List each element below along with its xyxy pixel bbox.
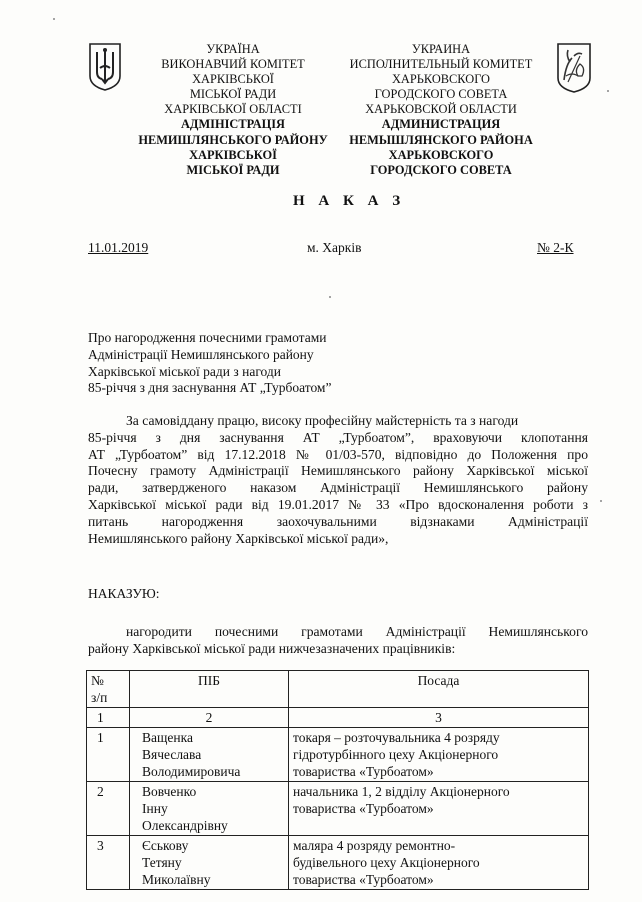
header-ua-line: ХАРКІВСЬКОЇ — [192, 72, 274, 87]
header-ru-line: УКРАИНА — [411, 42, 471, 56]
document-title: Н А К А З — [293, 193, 406, 209]
row-position: маляра 4 розряду ремонтно- будівельного цеху Акціонерного товариства «Турбоатом» — [289, 836, 589, 890]
header-ru-line: ХАРЬКОВСКОГО — [391, 72, 491, 87]
document-date: 11.01.2019 — [88, 240, 149, 255]
preamble-line: АТ „Турбоатом” від 17.12.2018 № 01/03-570, відповідно до Положення про — [88, 446, 588, 462]
row-number: 2 — [87, 782, 130, 836]
preamble-line: 85-річчя з дня заснування АТ „Турбоатом”, враховуючи клопотання — [88, 429, 588, 445]
row-position: токаря – розточувальника 4 розряду гідротурбінного цеху Акціонерного товариства «Турбоатом» — [289, 728, 589, 782]
row-name: Єськову Тетяну Миколаївну — [130, 836, 289, 890]
header-cell-position: Посада — [289, 671, 589, 708]
row-number: 3 — [87, 836, 130, 890]
document-city: м. Харків — [307, 240, 362, 255]
table-row — [87, 728, 589, 782]
header-ua-bold-line: МІСЬКОЇ РАДИ — [186, 162, 280, 177]
awardees-table — [86, 670, 589, 890]
document-subject — [88, 330, 331, 397]
scan-speck — [600, 500, 602, 502]
header-ua-bold-line: ХАРКІВСЬКОЇ — [189, 147, 277, 162]
ukraine-trident-emblem-icon — [88, 42, 122, 92]
subject-line: 85-річчя з дня заснування АТ „Турбоатом” — [88, 380, 332, 396]
order-heading: НАКАЗУЮ: — [88, 586, 160, 601]
scan-speck — [329, 296, 331, 298]
header-ua-line: УКРАЇНА — [206, 42, 260, 56]
header-ukrainian — [128, 42, 338, 178]
header-cell-number: № з/п — [87, 671, 130, 708]
preamble-paragraph — [88, 413, 588, 547]
header-ru-bold-line: АДМИНИСТРАЦИЯ — [381, 117, 501, 132]
header-ru-line: ИСПОЛНИТЕЛЬНЫЙ КОМИТЕТ — [349, 57, 533, 72]
row-name: Вовченко Інну Олександрівну — [130, 782, 289, 836]
index-cell: 1 — [87, 708, 130, 728]
header-cell-name: ПІБ — [130, 671, 289, 708]
header-ru-bold-line: НЕМЫШЛЯНСКОГО РАЙОНА — [349, 132, 533, 147]
header-ua-line: ХАРКІВСЬКОЇ ОБЛАСТІ — [164, 102, 302, 117]
table-row — [87, 782, 589, 836]
document-number: № 2-К — [537, 240, 574, 255]
header-ru-bold-line: ГОРОДСКОГО СОВЕТА — [370, 162, 512, 177]
order-line: району Харківської міської ради нижчезазначених працівників: — [88, 640, 456, 656]
kharkiv-coat-of-arms-icon — [556, 42, 592, 94]
order-paragraph — [88, 624, 588, 658]
row-number: 1 — [87, 728, 130, 782]
preamble-text: За самовіддану працю, високу професійну майстерність та з нагоди — [126, 413, 519, 428]
index-cell: 3 — [289, 708, 589, 728]
scan-speck — [607, 90, 609, 92]
preamble-line: Почесну грамоту Адміністрації Немишлянського району Харківської міської — [88, 463, 588, 479]
header-ru-bold-line: ХАРЬКОВСКОГО — [388, 147, 494, 162]
row-name: Ващенка Вячеслава Володимировича — [130, 728, 289, 782]
order-line: нагородити почесними грамотами Адміністрації Немишлянського — [126, 624, 588, 639]
table-index-row — [87, 708, 589, 728]
preamble-line — [88, 413, 588, 430]
header-ua-bold-line: НЕМИШЛЯНСЬКОГО РАЙОНУ — [138, 132, 328, 147]
preamble-line: Немишлянського району Харківської міської ради», — [88, 530, 389, 546]
preamble-line: питань нагородження заохочувальними відзнаками Адміністрації — [88, 513, 588, 529]
header-ua-line: ВИКОНАВЧИЙ КОМІТЕТ — [161, 57, 305, 72]
subject-line: Адміністрації Немишлянського району — [88, 346, 314, 362]
table-row — [87, 836, 589, 890]
header-ua-line: МІСЬКОЇ РАДИ — [189, 87, 277, 102]
header-ua-bold-line: АДМІНІСТРАЦІЯ — [180, 117, 285, 132]
header-russian — [332, 42, 550, 178]
header-ru-line: ХАРЬКОВСКОЙ ОБЛАСТИ — [365, 102, 517, 117]
index-cell: 2 — [130, 708, 289, 728]
preamble-line: ради, затвердженого наказом Адміністрації Немишлянського району — [88, 480, 588, 496]
subject-line: Харківської міської ради з нагоди — [88, 363, 281, 379]
scan-speck — [53, 18, 55, 20]
subject-line: Про нагородження почесними грамотами — [88, 330, 327, 345]
row-position: начальника 1, 2 відділу Акціонерного товариства «Турбоатом» — [289, 782, 589, 836]
table-header-row — [87, 671, 589, 708]
preamble-line: Харківської міської ради від 19.01.2017 № 33 «Про вдосконалення роботи з — [88, 496, 588, 512]
header-ru-line: ГОРОДСКОГО СОВЕТА — [374, 87, 508, 102]
